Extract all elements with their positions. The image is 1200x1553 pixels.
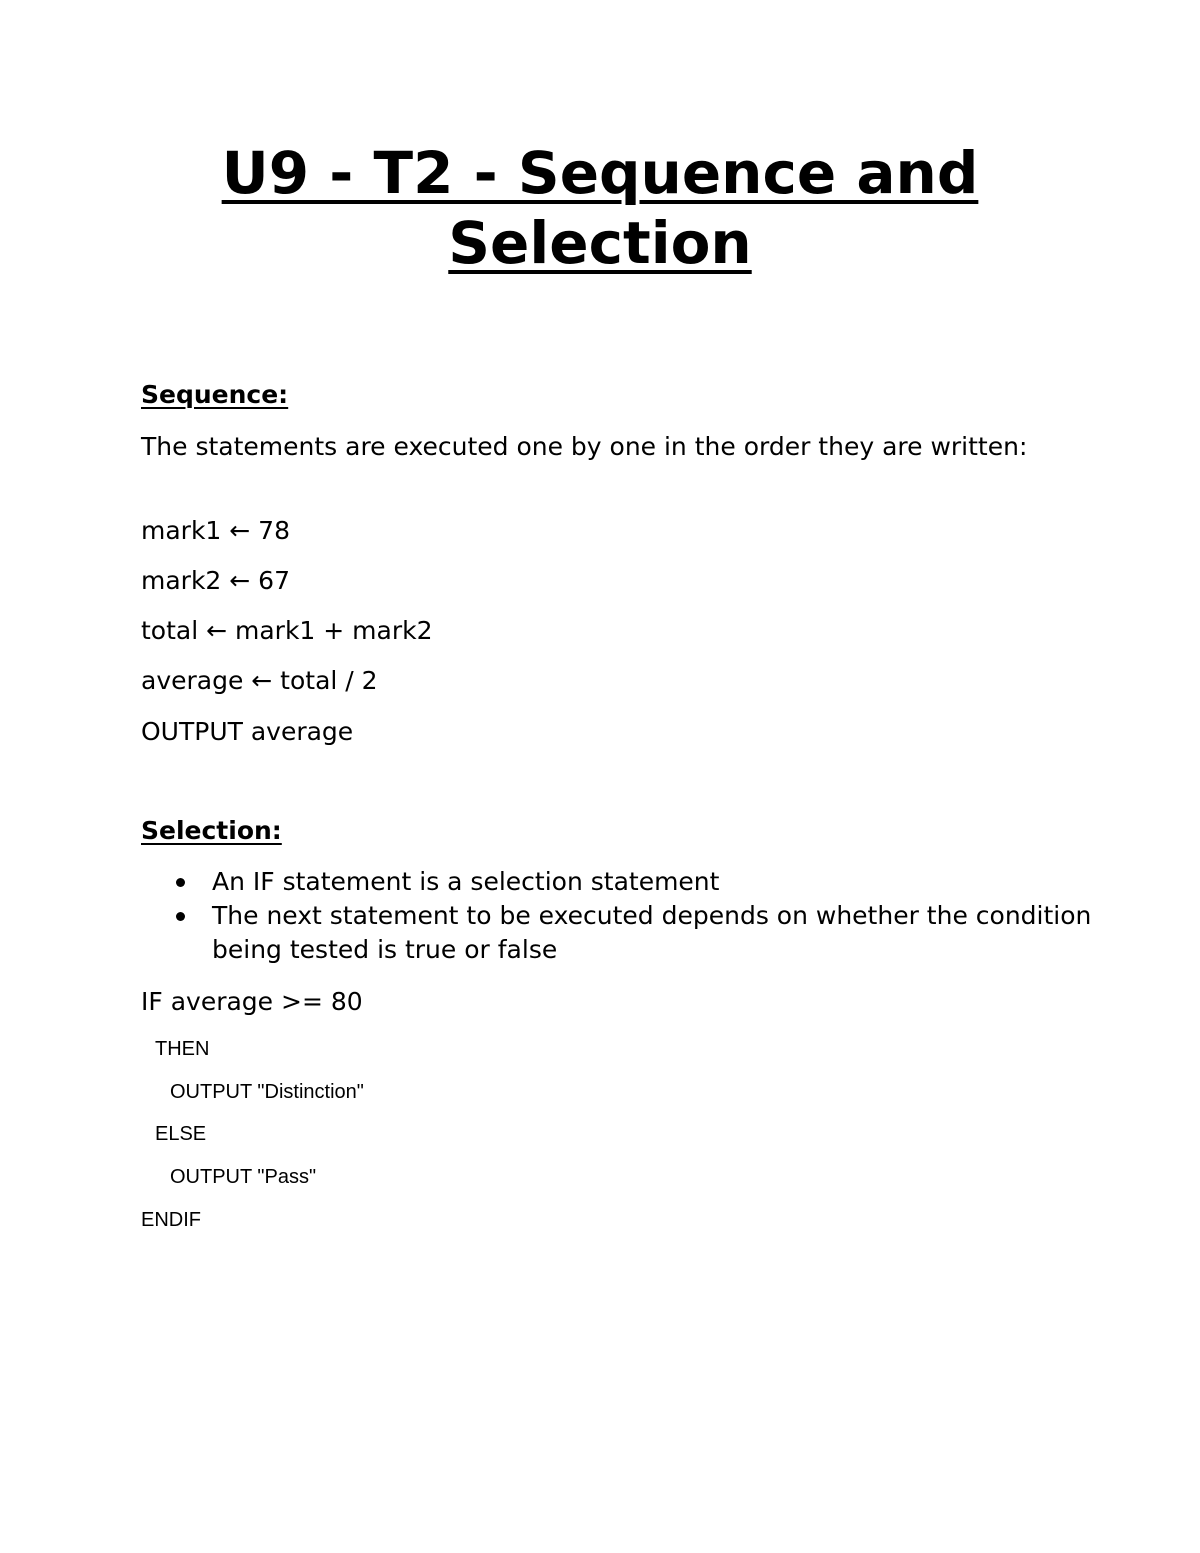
bullet-icon <box>176 912 185 921</box>
then-line: THEN <box>155 1038 210 1060</box>
page-title <box>0 138 1200 278</box>
bullet-icon <box>176 878 185 887</box>
else-line: ELSE <box>155 1123 207 1145</box>
sequence-line-5: OUTPUT average <box>141 717 354 746</box>
sequence-line-1: mark1 ← 78 <box>141 516 290 545</box>
bullet-text: The next statement to be executed depends on whether the condition being tested is true or false <box>212 901 1092 964</box>
bullet-text: An IF statement is a selection statement <box>212 867 720 896</box>
selection-bullet-list <box>141 865 1112 967</box>
sequence-heading: Sequence: <box>141 380 289 409</box>
list-item <box>141 865 1112 899</box>
page-title-line-1: U9 - T2 - Sequence and <box>221 139 979 207</box>
output-pass-line: OUTPUT "Pass" <box>170 1166 317 1188</box>
selection-heading: Selection: <box>141 816 282 845</box>
sequence-intro: The statements are executed one by one in the order they are written: <box>141 432 1028 461</box>
sequence-line-2: mark2 ← 67 <box>141 566 290 595</box>
sequence-line-3: total ← mark1 + mark2 <box>141 616 433 645</box>
page-title-line-2: Selection <box>448 209 752 277</box>
endif-line: ENDIF <box>141 1209 201 1231</box>
sequence-line-4: average ← total / 2 <box>141 666 378 695</box>
output-distinction-line: OUTPUT "Distinction" <box>170 1081 364 1103</box>
list-item <box>141 899 1112 967</box>
if-line: IF average >= 80 <box>141 987 363 1016</box>
